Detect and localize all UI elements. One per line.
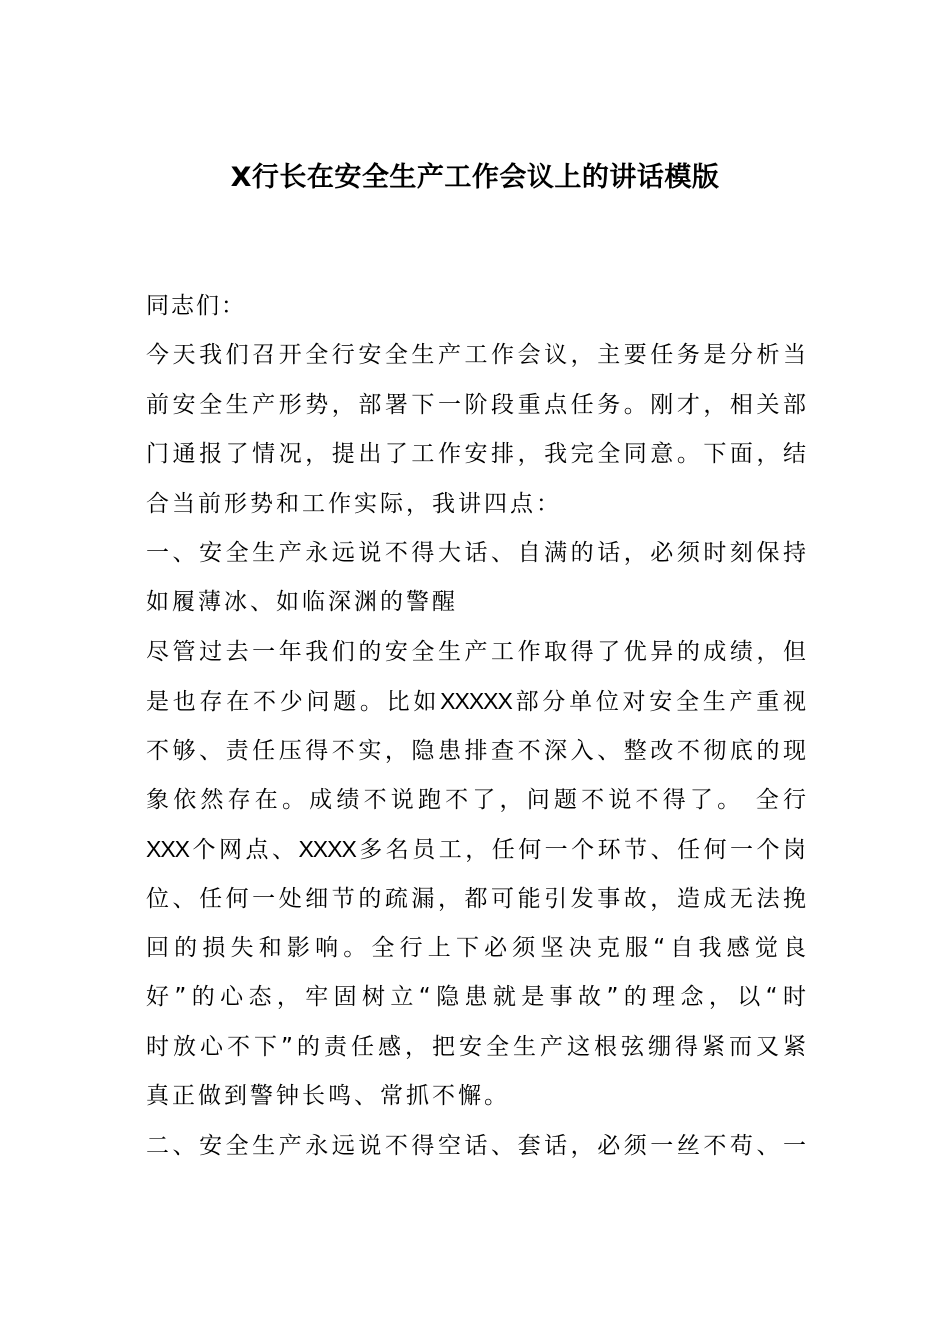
placeholder-text: XXXX — [298, 836, 356, 863]
document-title: X行长在安全生产工作会议上的讲话模版 — [230, 162, 720, 193]
placeholder-text: XXXXX — [440, 688, 512, 715]
text-segment: 部分单位对安全生产重视 — [511, 689, 807, 716]
text-segment: 多名员工，任何一个环节、任何一个岗 — [355, 837, 807, 864]
paragraph-line: 尽管过去一年我们的安全生产工作取得了优异的成绩，但 — [146, 638, 806, 665]
text-segment: 是也存在不少问题。比如 — [146, 689, 441, 716]
document-body — [146, 282, 806, 1171]
paragraph-line: 门通报了情况，提出了工作安排，我完全同意。下面，结 — [146, 441, 806, 468]
paragraph-line: 不够、责任压得不实，隐患排查不深入、整改不彻底的现 — [146, 737, 806, 764]
paragraph-line: 回的损失和影响。全行上下必须坚决克服“自我感觉良 — [146, 935, 806, 962]
paragraph-line: 真正做到警钟长鸣、常抓不懈。 — [146, 1083, 510, 1110]
section-heading-line: 一、安全生产永远说不得大话、自满的话，必须时刻保持 — [146, 539, 806, 566]
placeholder-text: XXX — [146, 836, 190, 863]
paragraph-line: 合当前形势和工作实际，我讲四点： — [146, 490, 562, 517]
salutation: 同志们： — [146, 293, 246, 319]
paragraph-line: 今天我们召开全行安全生产工作会议，主要任务是分析当 — [146, 342, 806, 369]
section-heading-line: 二、安全生产永远说不得空话、套话，必须一丝不苟、一 — [146, 1132, 806, 1159]
paragraph-line: 时放心不下”的责任感，把安全生产这根弦绷得紧而又紧 — [146, 1033, 806, 1060]
section-heading-line: 如履薄冰、如临深渊的警醒 — [146, 589, 458, 616]
paragraph-line: 象依然存在。成绩不说跑不了，问题不说不得了。 全行 — [146, 786, 806, 813]
paragraph-line — [146, 677, 806, 726]
paragraph-line: 好”的心态，牢固树立“隐患就是事故”的理念，以“时 — [146, 984, 806, 1011]
text-segment: 个网点、 — [189, 837, 299, 864]
paragraph-line: 位、任何一处细节的疏漏，都可能引发事故，造成无法挽 — [146, 885, 806, 912]
paragraph-line — [146, 825, 806, 874]
paragraph-line: 前安全生产形势，部署下一阶段重点任务。刚才，相关部 — [146, 391, 806, 418]
